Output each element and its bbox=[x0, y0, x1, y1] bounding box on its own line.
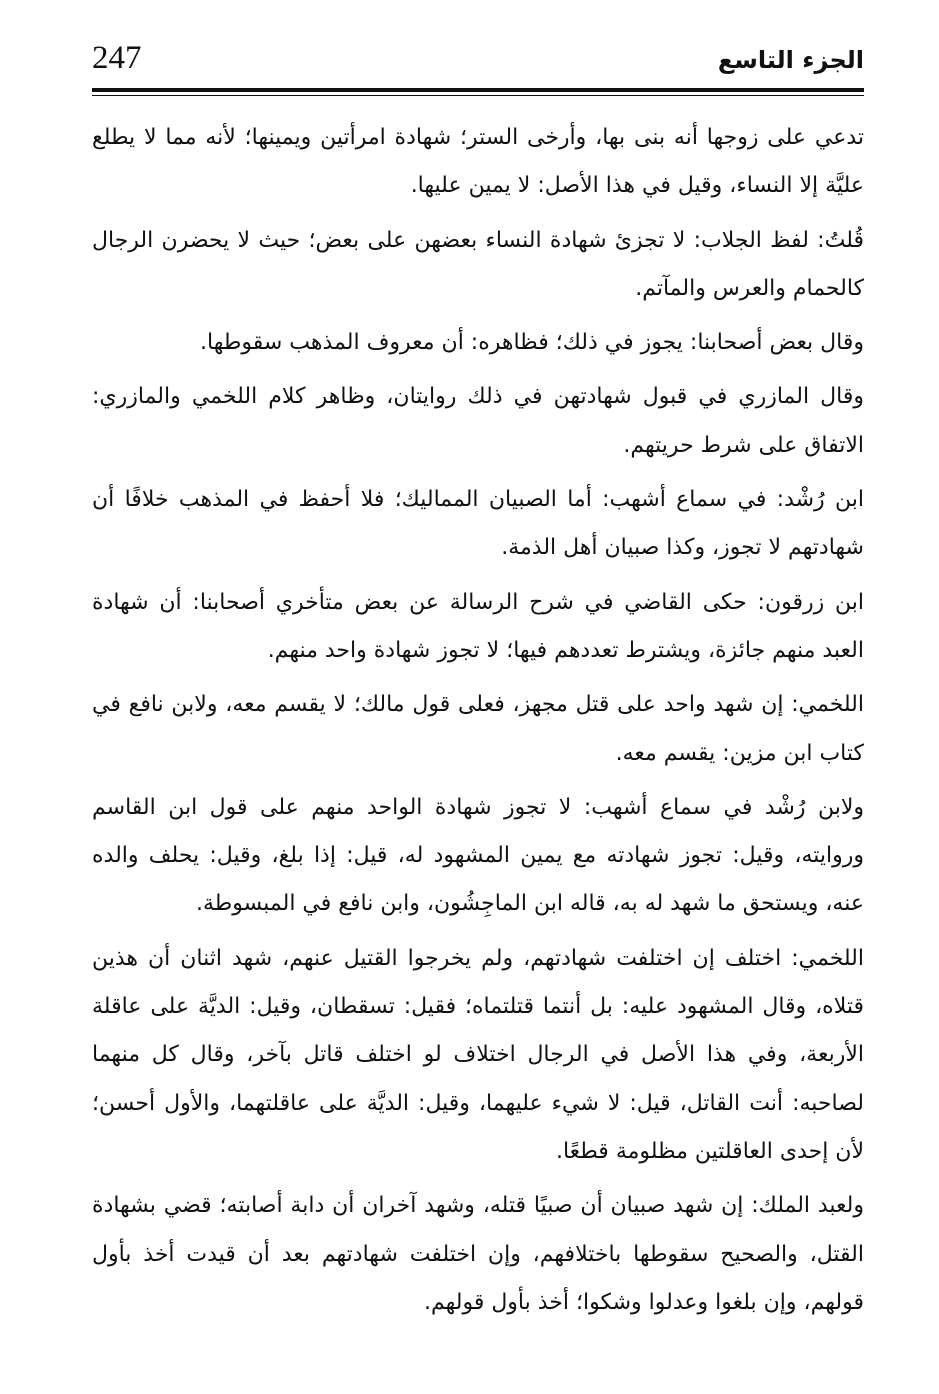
paragraph: ابن زرقون: حكى القاضي في شرح الرسالة عن بعض متأخري أصحابنا: أن شهادة العبد منهم جائزة، ويشترط تعددهم فيها؛ لا تجوز شهادة واحد منهم. bbox=[92, 589, 864, 663]
paragraph: ولابن رُشْد في سماع أشهب: لا تجوز شهادة الواحد منهم على قول ابن القاسم وروايته، وقيل: تجوز شهادته مع يمين المشهود له، قيل: إذا بلغ، وقيل: يحلف والده عنه، ويستحق ما شهد له به، قاله ابن الماجِشُون، وابن نافع في المبسوطة. bbox=[92, 794, 864, 917]
paragraph: ولعبد الملك: إن شهد صبيان أن صبيًا قتله، وشهد آخران أن دابة أصابته؛ قضي بشهادة القتل، والصحيح سقوطها باختلافهم، وإن اختلفت شهادتهم بعد أن قيدت أخذ بأول قولهم، وإن بلغوا وعدلوا وشكوا؛ أخذ بأول قولهم. bbox=[92, 1193, 864, 1315]
page-number: 247 bbox=[92, 40, 142, 76]
paragraph: اللخمي: اختلف إن اختلفت شهادتهم، ولم يخرجوا القتيل عنهم، شهد اثنان أن هذين قتلاه، وقال المشهود عليه: بل أنتما قتلتماه؛ فقيل: تسقطان، وقيل: الديَّة على عاقلة الأربعة، وفي هذا الأصل في الرجال اختلاف لو اختلف قاتل بآخر، وقال كل منهما لصاحبه: أنت القاتل، قيل: لا شيء عليهما، وقيل: الديَّة على عاقلتهما، والأول أحسن؛ لأن إحدى العاقلتين مظلومة قطعًا. bbox=[92, 945, 864, 1164]
body-text bbox=[92, 114, 864, 1333]
page-header bbox=[92, 38, 864, 88]
paragraph: اللخمي: إن شهد واحد على قتل مجهز، فعلى قول مالك؛ لا يقسم معه، ولابن نافع في كتاب ابن مزين: يقسم معه. bbox=[92, 692, 864, 766]
paragraph: تدعي على زوجها أنه بنى بها، وأرخى الستر؛ شهادة امرأتين ويمينها؛ لأنه مما لا يطلع عليَّة إلا النساء، وقيل في هذا الأصل: لا يمين عليها. bbox=[92, 125, 864, 199]
paragraph: ابن رُشْد: في سماع أشهب: أما الصبيان المماليك؛ فلا أحفظ في المذهب خلافًا أن شهادتهم لا تجوز، وكذا صبيان أهل الذمة. bbox=[92, 487, 864, 561]
paragraph: قُلتُ: لفظ الجلاب: لا تجزئ شهادة النساء بعضهن على بعض؛ حيث لا يحضرن الرجال كالحمام والعرس والمآتم. bbox=[92, 227, 864, 301]
paragraph: وقال المازري في قبول شهادتهن في ذلك روايتان، وظاهر كلام اللخمي والمازري: الاتفاق على شرط حريتهم. bbox=[92, 384, 864, 458]
header-rule-thin bbox=[92, 95, 864, 96]
paragraph: وقال بعض أصحابنا: يجوز في ذلك؛ فظاهره: أن معروف المذهب سقوطها. bbox=[200, 330, 864, 356]
running-head: الجزء التاسع bbox=[717, 46, 864, 74]
header-rule-thick bbox=[92, 88, 864, 92]
